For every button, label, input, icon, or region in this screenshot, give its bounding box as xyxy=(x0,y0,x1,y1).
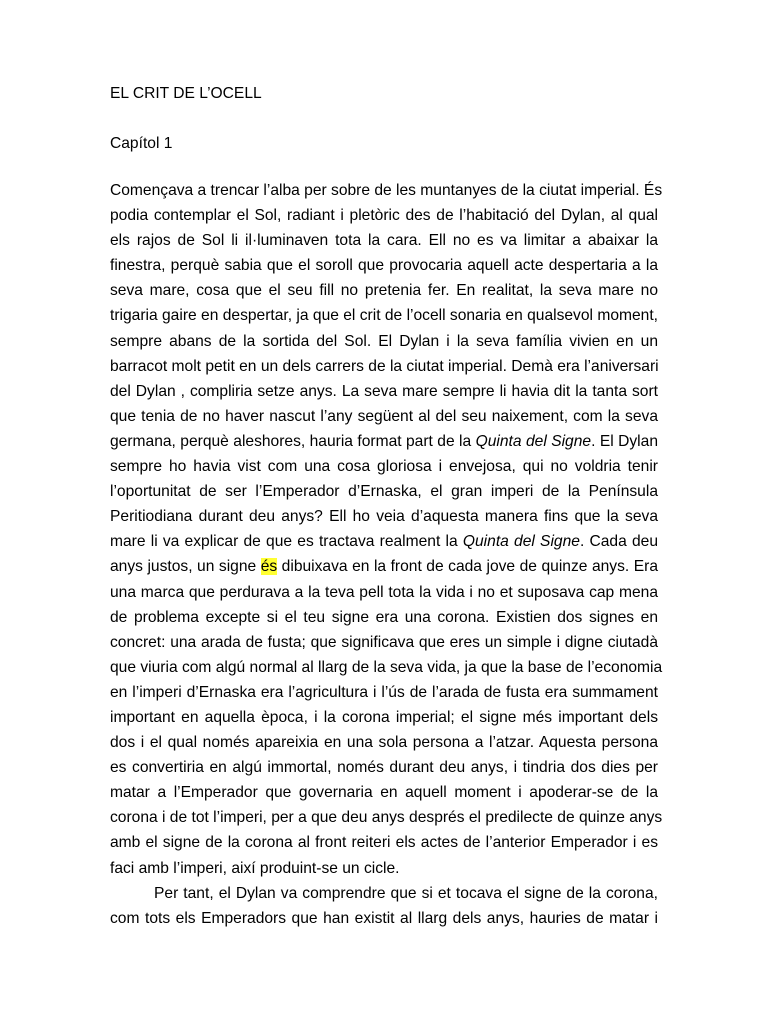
text-segment: en l’imperi d’Ernaska era l’agricultura i l’ús de l’arada de fusta era summament xyxy=(110,683,658,701)
text-line xyxy=(110,755,658,780)
chapter-heading: Capítol 1 xyxy=(110,135,173,152)
text-segment: sempre abans de la sortida del Sol. El Dylan i la seva família vivien en un xyxy=(110,332,658,350)
text-segment: com tots els Emperadors que han existit al llarg dels anys, hauries de matar i xyxy=(110,909,658,927)
text-segment: important en aquella època, i la corona imperial; el signe més important dels xyxy=(110,708,658,726)
text-segment: Començava a trencar l’alba per sobre de les muntanyes de la ciutat imperial. És xyxy=(110,182,663,199)
text-segment: que tenia de no haver nascut l’any següent al del seu naixement, com la seva xyxy=(110,407,658,425)
text-segment: dos i el qual només apareixia en una sola persona a l’atzar. Aquesta persona xyxy=(110,734,658,752)
text-line xyxy=(110,680,658,705)
text-segment: finestra, perquè sabia que el soroll que provocaria aquell acte despertaria a la xyxy=(110,257,658,275)
text-line xyxy=(110,278,658,303)
highlighted-word: és xyxy=(260,558,278,576)
text-segment: anys justos, un signe xyxy=(110,558,261,576)
body-text xyxy=(110,178,663,931)
text-line xyxy=(110,655,663,680)
text-line xyxy=(110,479,658,504)
text-segment: de problema excepte si el teu signe era una corona. Existien dos signes en xyxy=(110,608,658,626)
text-segment: podia contemplar el Sol, radiant i pletòric des de l’habitació del Dylan, al qual xyxy=(110,207,658,225)
text-line xyxy=(110,504,658,529)
text-segment: Per tant, el Dylan va comprendre que si et tocava el signe de la corona, xyxy=(154,884,658,902)
italic-phrase: Quinta del Signe xyxy=(462,533,580,551)
text-line xyxy=(110,354,658,379)
text-segment: corona i de tot l’imperi, per a que deu anys després el predilecte de quinze anys xyxy=(110,809,663,827)
text-segment: l’oportunitat de ser l’Emperador d’Ernaska, el gran imperi de la Península xyxy=(110,483,658,501)
document-title: EL CRIT DE L’OCELL xyxy=(110,85,262,102)
text-line xyxy=(110,881,658,906)
text-segment: germana, perquè aleshores, hauria format part de la xyxy=(110,432,476,450)
text-segment: amb el signe de la corona al front reiteri els actes de l’anterior Emperador i es xyxy=(110,834,658,852)
text-segment: concret: una arada de fusta; que significava que eres un simple i digne ciutadà xyxy=(110,633,658,651)
text-segment: els rajos de Sol li il·luminaven tota la cara. Ell no es va limitar a abaixar la xyxy=(110,232,658,250)
text-segment: sempre ho havia vist com una cosa gloriosa i envejosa, qui no voldria tenir xyxy=(110,458,658,476)
text-line xyxy=(110,780,658,805)
text-segment: faci amb l’imperi, així produint-se un cicle. xyxy=(110,859,400,877)
text-line xyxy=(110,856,658,881)
text-segment: barracot molt petit en un dels carrers de la ciutat imperial. Demà era l’aniversari xyxy=(110,357,659,375)
text-segment: del Dylan , compliria setze anys. La seva mare sempre li havia dit la tanta sort xyxy=(110,382,658,400)
text-line xyxy=(110,705,658,730)
text-line xyxy=(110,529,658,554)
text-line xyxy=(110,228,658,253)
text-segment: seva mare, cosa que el seu fill no pretenia fer. En realitat, la seva mare no xyxy=(110,282,658,300)
text-line xyxy=(110,830,658,855)
text-line xyxy=(110,805,663,830)
text-segment: que viuria com algú normal al llarg de la seva vida, ja que la base de l’economia xyxy=(110,658,663,676)
text-line xyxy=(110,630,658,655)
text-segment: matar a l’Emperador que governaria en aquell moment i apoderar-se de la xyxy=(110,784,658,802)
text-line xyxy=(110,203,658,228)
text-line xyxy=(110,178,663,203)
text-line xyxy=(110,554,658,579)
text-line xyxy=(110,404,658,429)
text-line xyxy=(110,580,658,605)
text-segment: . El Dylan xyxy=(591,432,658,450)
text-segment: dibuixava en la front de cada jove de quinze anys. Era xyxy=(277,558,658,576)
text-segment: Peritiodiana durant deu anys? Ell ho veia d’aquesta manera fins que la seva xyxy=(110,508,658,526)
text-line xyxy=(110,303,658,328)
text-segment: . Cada deu xyxy=(579,533,658,551)
text-segment: mare li va explicar de que es tractava realment la xyxy=(110,533,463,551)
text-segment: una marca que perdurava a la teva pell tota la vida i no et suposava cap mena xyxy=(110,583,658,601)
text-segment: trigaria gaire en despertar, ja que el crit de l’ocell sonaria en qualsevol moment, xyxy=(110,307,658,325)
text-segment: es convertiria en algú immortal, només durant deu anys, i tindria dos dies per xyxy=(110,759,658,777)
text-line xyxy=(110,454,658,479)
text-line xyxy=(110,429,658,454)
text-line xyxy=(110,329,658,354)
italic-phrase: Quinta del Signe xyxy=(475,432,592,450)
text-line xyxy=(110,379,658,404)
text-line xyxy=(110,906,658,931)
text-line xyxy=(110,605,658,630)
text-line xyxy=(110,253,658,278)
text-line xyxy=(110,730,658,755)
